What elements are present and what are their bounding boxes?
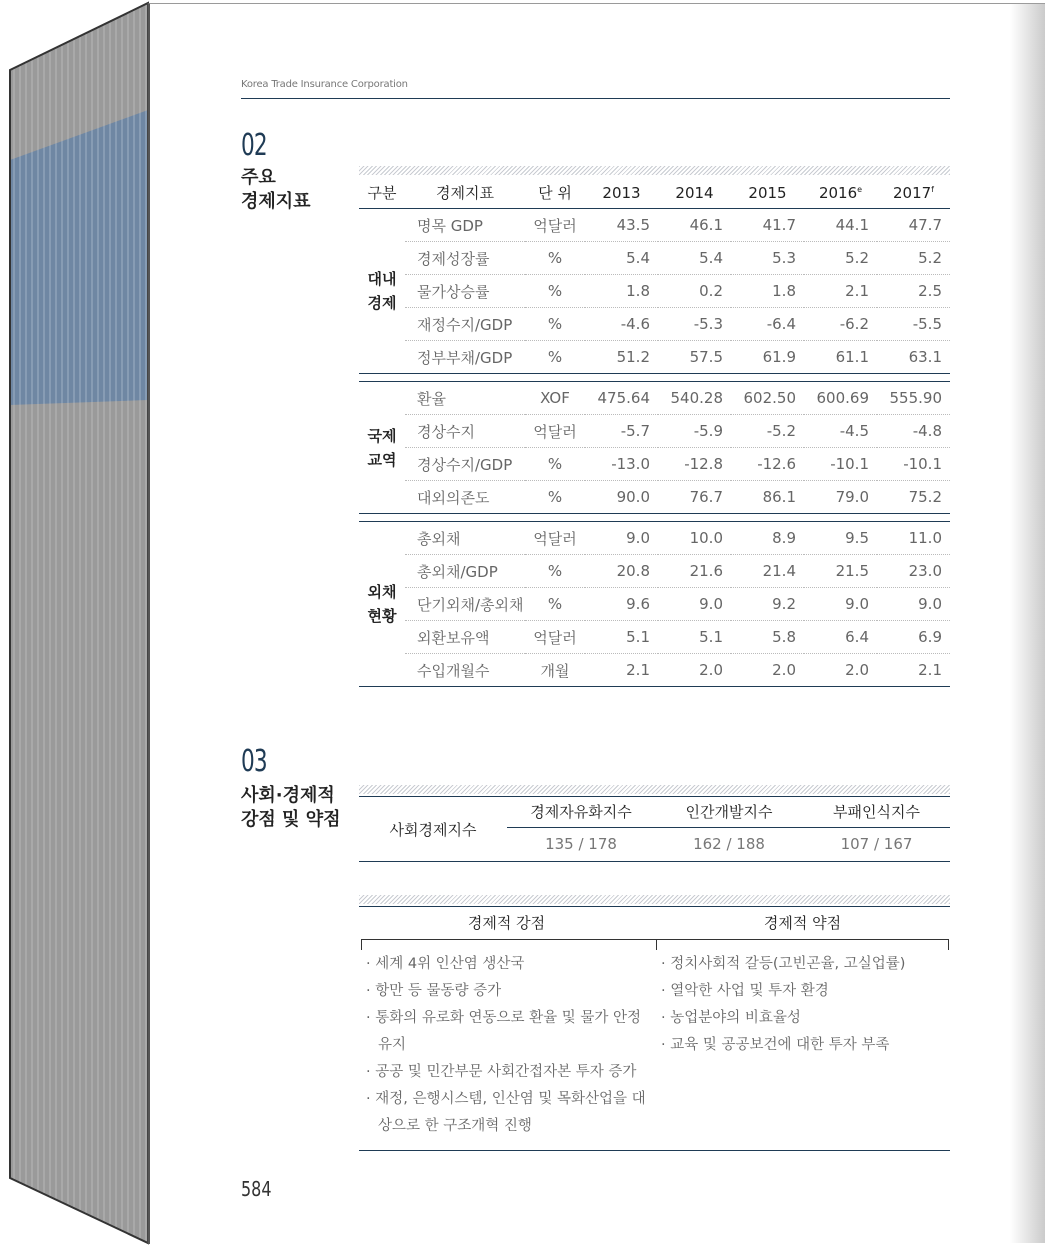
section-title-line: 사회·경제적	[241, 785, 335, 806]
indicator-value: 5.1	[658, 621, 731, 654]
indicator-name: 재정수지/GDP	[405, 308, 525, 341]
table-row	[359, 448, 950, 481]
economic-indicators-table	[359, 177, 950, 687]
indicator-value: 86.1	[762, 488, 796, 506]
header-group: 구분	[359, 177, 405, 209]
indicator-value: 21.6	[658, 555, 731, 588]
table-row	[359, 415, 950, 448]
indicator-value: 2.0	[658, 654, 731, 687]
indicator-value: -5.7	[585, 415, 658, 448]
indicator-value: -6.2	[804, 308, 877, 341]
indicator-value: 79.0	[835, 488, 869, 506]
indicator-value: 23.0	[877, 555, 950, 588]
indicator-value: -12.6	[731, 448, 804, 481]
table-row	[359, 481, 950, 514]
indicator-value: 43.5	[585, 209, 658, 242]
indicator-value: 6.4	[804, 621, 877, 654]
index-value: 162 / 188	[693, 835, 765, 853]
indicator-value: 5.4	[585, 242, 658, 275]
indicator-value: 5.2	[877, 242, 950, 275]
indicator-value: 75.2	[908, 488, 942, 506]
indicator-value: 76.7	[689, 488, 723, 506]
indicator-unit: %	[525, 242, 585, 275]
section-number: 02	[241, 128, 267, 163]
section-title-line: 주요	[241, 167, 276, 188]
indicator-value: 2.1	[804, 275, 877, 308]
group-separator	[359, 374, 950, 382]
section-title	[241, 784, 340, 832]
indicator-value: 600.69	[804, 382, 877, 415]
section-title-line: 경제지표	[241, 191, 311, 212]
indicator-value: -5.5	[877, 308, 950, 341]
indicator-value: 1.8	[731, 275, 804, 308]
index-label: 사회경제지수	[389, 820, 477, 839]
indicator-name: 외환보유액	[405, 621, 525, 654]
indicator-name: 명목 GDP	[405, 209, 525, 242]
indicator-value: 555.90	[877, 382, 950, 415]
list-item: · 항만 등 물동량 증가	[361, 978, 651, 1005]
indicator-value: 9.0	[877, 588, 950, 621]
indicator-value: 21.5	[804, 555, 877, 588]
table-row	[359, 522, 950, 555]
group-label: 국제 교역	[367, 426, 397, 469]
indicator-value: 41.7	[731, 209, 804, 242]
header-year: 2017$^f$	[877, 177, 950, 209]
section-number: 03	[241, 744, 267, 779]
header-year: 2015	[731, 177, 804, 209]
indicator-value: 2.1	[877, 654, 950, 687]
indicator-name: 경제성장률	[405, 242, 525, 275]
indicator-value: 11.0	[877, 522, 950, 555]
indicator-value: 63.1	[908, 348, 942, 366]
indicator-unit: %	[525, 588, 585, 621]
page-edge-shadow	[1010, 3, 1045, 1243]
indicator-name: 경상수지/GDP	[405, 448, 525, 481]
indicator-value: 9.2	[731, 588, 804, 621]
indicator-name: 정부부채/GDP	[417, 348, 513, 367]
indicator-name: 환율	[405, 382, 525, 415]
weaknesses-list	[656, 951, 946, 1059]
indicator-value: 61.9	[762, 348, 796, 366]
indicator-value: 9.6	[585, 588, 658, 621]
indicator-value: 5.8	[731, 621, 804, 654]
indicator-value: 44.1	[804, 209, 877, 242]
indicator-value: 21.4	[731, 555, 804, 588]
indicator-value: 90.0	[616, 488, 650, 506]
header-year: 2014	[658, 177, 731, 209]
indicator-value: 9.0	[658, 588, 731, 621]
indicator-value: 46.1	[658, 209, 731, 242]
indicator-name: 경상수지	[405, 415, 525, 448]
group-label: 대내 경제	[367, 270, 397, 312]
socioeconomic-index-table	[359, 796, 950, 862]
indicator-unit: 억달러	[525, 621, 585, 654]
indicator-unit: %	[525, 275, 585, 308]
indicator-value: 5.1	[585, 621, 658, 654]
header-indicator: 경제지표	[405, 177, 525, 209]
table-row	[359, 341, 950, 374]
indicator-value: 9.0	[804, 588, 877, 621]
indicator-unit: 개월	[525, 654, 585, 687]
indicator-value: 540.28	[658, 382, 731, 415]
list-item: · 농업분야의 비효율성	[656, 1005, 946, 1032]
indicator-value: 8.9	[731, 522, 804, 555]
indicator-unit: %	[547, 488, 563, 506]
indicator-name: 대외의존도	[417, 488, 490, 507]
index-value: 107 / 167	[840, 835, 913, 853]
weaknesses-header: 경제적 약점	[763, 914, 842, 932]
indicator-value: 2.1	[585, 654, 658, 687]
indicator-value: 9.0	[585, 522, 658, 555]
indicator-unit: 억달러	[525, 415, 585, 448]
indicator-name: 수입개월수	[405, 654, 525, 687]
table-row	[359, 654, 950, 687]
indicator-value: 2.5	[877, 275, 950, 308]
table-row	[359, 382, 950, 415]
indicator-value: -4.6	[585, 308, 658, 341]
indicator-value: 2.0	[731, 654, 804, 687]
header-bracket	[655, 939, 949, 950]
indicator-name: 총외채	[405, 522, 525, 555]
indicator-value: -12.8	[658, 448, 731, 481]
indicator-value: -10.1	[804, 448, 877, 481]
indicator-value: 20.8	[585, 555, 658, 588]
index-column	[507, 797, 655, 860]
table-row	[359, 621, 950, 654]
index-header: 부패인식지수	[803, 797, 950, 828]
indicator-value: 9.5	[804, 522, 877, 555]
indicator-name: 총외채/GDP	[405, 555, 525, 588]
list-item: · 열악한 사업 및 투자 환경	[656, 978, 946, 1005]
indicator-value: -5.2	[731, 415, 804, 448]
table-hatch-bar	[359, 166, 950, 175]
indicator-value: 10.0	[658, 522, 731, 555]
indicator-unit: 억달러	[525, 209, 585, 242]
header-rule	[241, 98, 950, 99]
indicator-value: 5.4	[658, 242, 731, 275]
index-header: 인간개발지수	[655, 797, 803, 828]
list-item: · 교육 및 공공보건에 대한 투자 부족	[656, 1032, 946, 1059]
header-year: 2013	[585, 177, 658, 209]
table-hatch-bar	[359, 785, 950, 794]
indicator-value: 2.0	[804, 654, 877, 687]
index-header: 경제자유화지수	[507, 797, 655, 828]
strengths-weaknesses-table	[359, 906, 950, 1151]
list-item: · 세계 4위 인산염 생산국	[361, 951, 651, 978]
header-unit: 단 위	[525, 177, 585, 209]
list-item: · 정치사회적 갈등(고빈곤율, 고실업률)	[656, 951, 946, 978]
indicator-name: 단기외채/총외채	[405, 588, 525, 621]
list-item: · 공공 및 민간부문 사회간접자본 투자 증가	[361, 1059, 651, 1086]
indicator-value: -6.4	[731, 308, 804, 341]
table-header-row	[359, 177, 950, 209]
group-separator	[359, 514, 950, 522]
strengths-list	[361, 951, 651, 1140]
group-label: 외채 현황	[359, 522, 405, 687]
indicator-unit: %	[525, 448, 585, 481]
indicator-value: -4.5	[804, 415, 877, 448]
indicator-value: -5.9	[658, 415, 731, 448]
table-row	[359, 275, 950, 308]
table-hatch-bar	[359, 895, 950, 904]
indicator-unit: %	[525, 308, 585, 341]
page-number: 584	[241, 1177, 272, 1201]
strengths-header: 경제적 강점	[467, 914, 546, 932]
section-title-line: 강점 및 약점	[241, 809, 341, 830]
indicator-value: -5.3	[658, 308, 731, 341]
index-value: 135 / 178	[545, 835, 617, 853]
indicator-value: 5.2	[804, 242, 877, 275]
header-bracket	[361, 939, 657, 950]
table-row	[359, 209, 950, 242]
section-title	[241, 166, 311, 214]
header-year: 2016e	[804, 177, 877, 209]
indicator-unit: %	[547, 348, 563, 366]
indicator-unit: 억달러	[525, 522, 585, 555]
running-header: Korea Trade Insurance Corporation	[241, 79, 408, 90]
indicator-unit: XOF	[525, 382, 585, 415]
indicator-value: -10.1	[877, 448, 950, 481]
indicator-value: 602.50	[731, 382, 804, 415]
table-row	[359, 308, 950, 341]
indicator-value: 61.1	[835, 348, 869, 366]
indicator-value: 1.8	[585, 275, 658, 308]
list-item: · 재정, 은행시스템, 인산염 및 목화산업을 대상으로 한 구조개혁 진행	[361, 1086, 651, 1140]
indicator-value: 47.7	[877, 209, 950, 242]
indicator-value: -13.0	[585, 448, 658, 481]
indicator-value: 57.5	[689, 348, 723, 366]
table-row	[359, 588, 950, 621]
book-page-stack	[0, 0, 150, 1246]
indicator-value: 475.64	[585, 382, 658, 415]
indicator-value: -4.8	[877, 415, 950, 448]
index-column	[803, 797, 950, 860]
indicator-name: 물가상승률	[405, 275, 525, 308]
table-row	[359, 555, 950, 588]
indicator-unit: %	[525, 555, 585, 588]
indicator-value: 0.2	[658, 275, 731, 308]
indicator-value: 51.2	[616, 348, 650, 366]
index-column	[655, 797, 803, 860]
list-item: · 통화의 유로화 연동으로 환율 및 물가 안정 유지	[361, 1005, 651, 1059]
indicator-value: 6.9	[877, 621, 950, 654]
table-row	[359, 242, 950, 275]
indicator-value: 5.3	[731, 242, 804, 275]
